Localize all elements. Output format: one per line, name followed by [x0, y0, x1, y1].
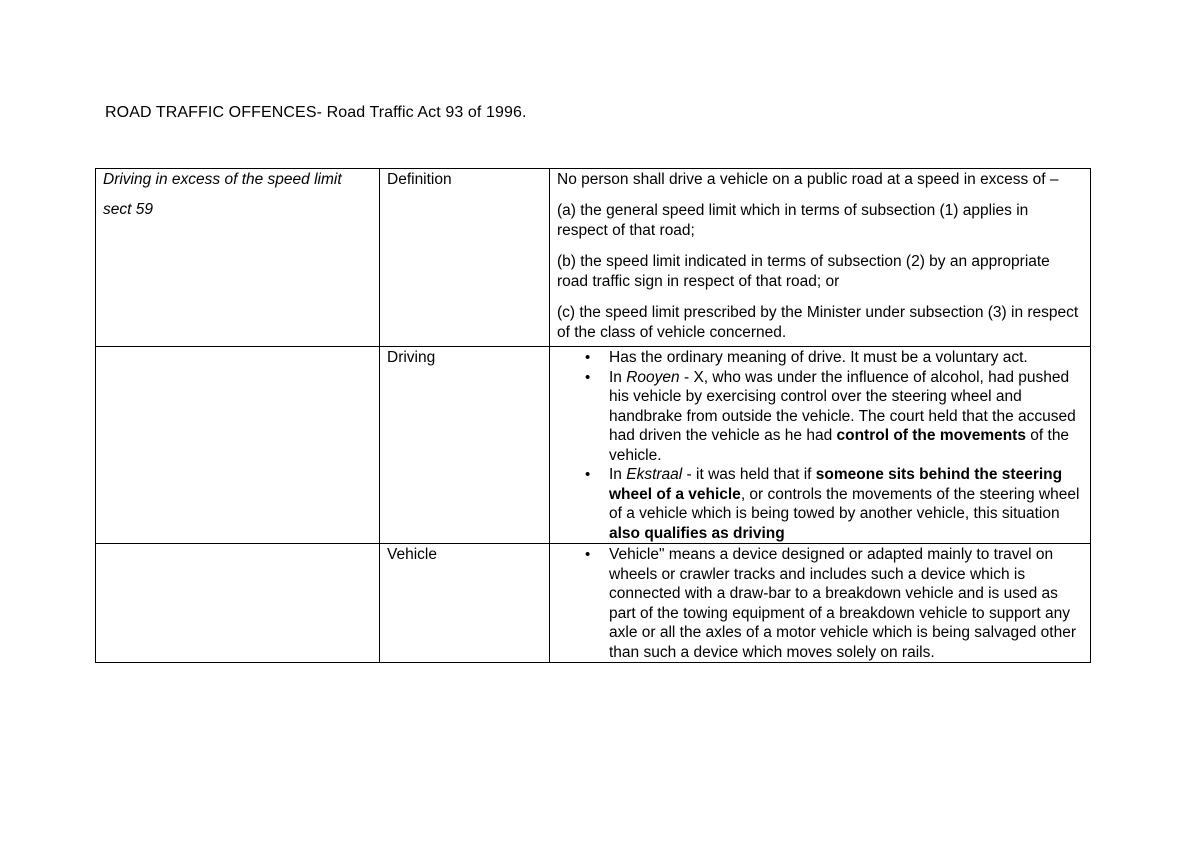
term-cell [380, 169, 550, 347]
offence-section: sect 59 [103, 201, 153, 218]
definition-paragraph: (a) the general speed limit which in terms of subsection (1) applies in respect of that road; [557, 202, 1029, 239]
table-row-definition [96, 169, 1091, 347]
driving-bullet-list [557, 348, 1083, 543]
list-item [609, 368, 1083, 466]
bullet-text: Vehicle" means a device designed or adapted mainly to travel on wheels or crawler tracks and includes such a device which is connected with a draw-bar to a breakdown vehicle and is used as part of the towing equipment of a breakdown vehicle to support any axle or all the axles of a motor vehicle which is being salvaged other than such a device which moves solely on rails. [609, 546, 1076, 661]
definition-paragraph: (c) the speed limit prescribed by the Minister under subsection (3) in respect of the class of vehicle concerned. [557, 304, 1079, 341]
table-row-vehicle [96, 544, 1091, 663]
offence-name: Driving in excess of the speed limit [103, 171, 342, 188]
description-cell [550, 347, 1091, 544]
bullet-emphasis: control of the movements [836, 427, 1026, 444]
bullet-text: - X, who was under the influence of alcohol, had pushed his vehicle by exercising control over the steering wheel and handbrake from outside the vehicle. The court held that the accused had driven the vehicle as he had [609, 368, 1076, 444]
term-cell [380, 544, 550, 663]
offence-cell [96, 169, 380, 347]
description-cell [550, 544, 1091, 663]
page-title: ROAD TRAFFIC OFFENCES- Road Traffic Act 93 of 1996. [105, 104, 527, 121]
term-definition: Definition [387, 171, 452, 188]
bullet-lead: In [609, 466, 627, 483]
bullet-text: , or controls the movements of the steering wheel of a vehicle which is being towed by another vehicle, this situation [609, 485, 1080, 522]
bullet-text: Has the ordinary meaning of drive. It must be a voluntary act. [609, 349, 1028, 366]
term-cell [380, 347, 550, 544]
case-name: Ekstraal [626, 466, 683, 483]
offence-cell-empty [96, 544, 380, 663]
table-row-driving [96, 347, 1091, 544]
list-item [609, 465, 1083, 543]
vehicle-bullet-list [557, 545, 1083, 662]
list-item [609, 348, 1083, 368]
offences-table [95, 168, 1091, 663]
bullet-text: - it was held that if [682, 466, 816, 483]
description-cell [550, 169, 1091, 347]
offence-cell-empty [96, 347, 380, 544]
bullet-emphasis: also qualifies as driving [609, 524, 785, 542]
term-driving: Driving [387, 349, 436, 366]
list-item [609, 545, 1083, 662]
bullet-emphasis: someone sits behind the steering wheel of a vehicle [609, 466, 1063, 503]
bullet-lead: In [609, 368, 627, 386]
definition-paragraph: No person shall drive a vehicle on a public road at a speed in excess of – [557, 171, 1059, 188]
definition-paragraph: (b) the speed limit indicated in terms of subsection (2) by an appropriate road traffic sign in respect of that road; or [557, 253, 1050, 290]
case-name: Rooyen [626, 368, 680, 386]
bullet-text: of the vehicle. [609, 427, 1070, 464]
term-vehicle: Vehicle [387, 546, 437, 563]
